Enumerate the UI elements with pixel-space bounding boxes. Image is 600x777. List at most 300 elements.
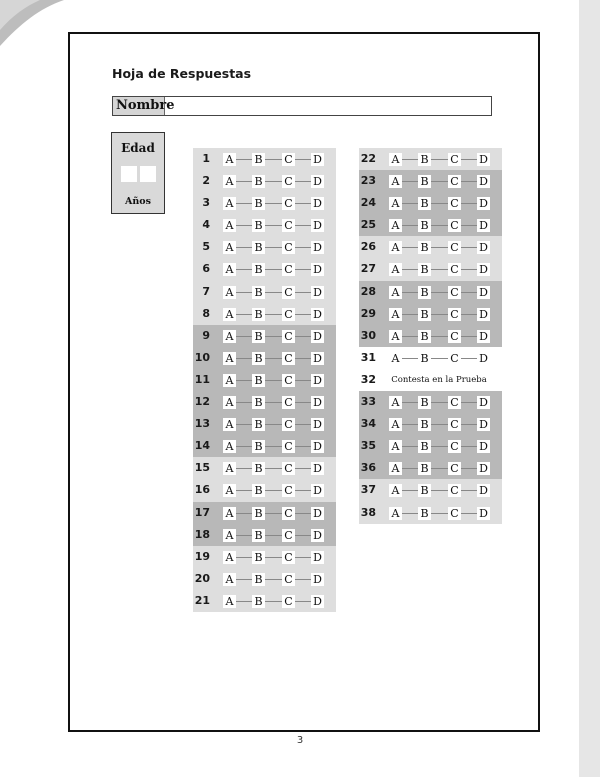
answer-option-d[interactable]: D xyxy=(477,308,490,321)
answer-option-a[interactable]: A xyxy=(223,595,236,608)
answer-option-d[interactable]: D xyxy=(311,484,324,497)
answer-option-d[interactable]: D xyxy=(311,241,324,254)
answer-option-b[interactable]: B xyxy=(252,462,265,475)
answer-option-a[interactable]: A xyxy=(223,197,236,210)
answer-option-b[interactable]: B xyxy=(418,175,431,188)
answer-row xyxy=(359,347,502,369)
answer-option-c[interactable]: C xyxy=(282,175,295,188)
connector-line xyxy=(295,358,311,359)
question-number: 28 xyxy=(360,284,376,298)
connector-line xyxy=(461,402,477,403)
answer-option-a[interactable]: A xyxy=(389,219,402,232)
answer-option-d[interactable]: D xyxy=(477,484,490,497)
answer-row xyxy=(193,590,336,612)
answer-option-d[interactable]: D xyxy=(477,197,490,210)
answer-option-c[interactable]: C xyxy=(282,286,295,299)
connector-line xyxy=(431,247,448,248)
answer-option-a[interactable]: A xyxy=(223,153,236,166)
answer-option-c[interactable]: C xyxy=(448,263,461,276)
answer-option-b[interactable]: B xyxy=(252,286,265,299)
answer-option-b[interactable]: B xyxy=(418,330,431,343)
answer-option-b[interactable]: B xyxy=(252,440,265,453)
connector-line xyxy=(295,336,311,337)
answer-option-a[interactable]: A xyxy=(389,175,402,188)
answer-option-a[interactable]: A xyxy=(223,551,236,564)
connector-line xyxy=(402,513,418,514)
connector-line xyxy=(236,314,252,315)
connector-line xyxy=(265,579,282,580)
answer-option-b[interactable]: B xyxy=(252,197,265,210)
answer-option-d[interactable]: D xyxy=(477,153,490,166)
answer-option-a[interactable]: A xyxy=(223,418,236,431)
answer-row xyxy=(193,479,336,501)
question-number: 16 xyxy=(194,483,210,497)
answer-option-d[interactable]: D xyxy=(311,286,324,299)
answer-option-b[interactable]: B xyxy=(418,352,431,365)
answer-row xyxy=(193,435,336,457)
answer-option-d[interactable]: D xyxy=(477,263,490,276)
answer-option-c[interactable]: C xyxy=(448,462,461,475)
answer-option-a[interactable]: A xyxy=(223,440,236,453)
answer-option-c[interactable]: C xyxy=(448,352,461,365)
answer-option-b[interactable]: B xyxy=(418,440,431,453)
answer-option-c[interactable]: C xyxy=(448,219,461,232)
answer-option-a[interactable]: A xyxy=(223,175,236,188)
connector-line xyxy=(295,225,311,226)
answer-option-b[interactable]: B xyxy=(252,595,265,608)
answer-option-d[interactable]: D xyxy=(311,595,324,608)
answer-option-a[interactable]: A xyxy=(389,197,402,210)
connector-line xyxy=(431,358,448,359)
question-number: 38 xyxy=(360,505,376,519)
answer-option-b[interactable]: B xyxy=(418,396,431,409)
answer-option-b[interactable]: B xyxy=(418,197,431,210)
answer-option-a[interactable]: A xyxy=(223,263,236,276)
question-number: 26 xyxy=(360,240,376,254)
answer-option-b[interactable]: B xyxy=(252,175,265,188)
answer-option-d[interactable]: D xyxy=(477,507,490,520)
answer-option-d[interactable]: D xyxy=(311,529,324,542)
answer-option-c[interactable]: C xyxy=(448,418,461,431)
answer-option-a[interactable]: A xyxy=(389,153,402,166)
answer-option-c[interactable]: C xyxy=(448,308,461,321)
answer-row xyxy=(193,391,336,413)
connector-line xyxy=(295,247,311,248)
answer-option-d[interactable]: D xyxy=(311,219,324,232)
age-unit-label: Años xyxy=(125,196,151,207)
name-label: Nombre xyxy=(113,97,165,115)
question-number: 6 xyxy=(202,262,210,276)
answer-option-d[interactable]: D xyxy=(477,219,490,232)
answer-option-b[interactable]: B xyxy=(418,308,431,321)
connector-line xyxy=(265,314,282,315)
connector-line xyxy=(461,314,477,315)
question-number: 15 xyxy=(194,461,210,475)
answer-option-a[interactable]: A xyxy=(223,330,236,343)
answer-option-a[interactable]: A xyxy=(223,219,236,232)
answer-option-d[interactable]: D xyxy=(477,462,490,475)
age-digit-field[interactable] xyxy=(140,166,156,182)
answer-option-b[interactable]: B xyxy=(252,573,265,586)
connector-line xyxy=(295,292,311,293)
connector-line xyxy=(265,424,282,425)
question-number: 12 xyxy=(194,395,210,409)
answer-row xyxy=(193,214,336,236)
answer-option-b[interactable]: B xyxy=(252,507,265,520)
answer-option-d[interactable]: D xyxy=(477,286,490,299)
connector-line xyxy=(402,159,418,160)
connector-line xyxy=(461,490,477,491)
answer-option-c[interactable]: C xyxy=(448,440,461,453)
question-number: 17 xyxy=(194,505,210,519)
answer-option-b[interactable]: B xyxy=(418,153,431,166)
answer-option-c[interactable]: C xyxy=(448,507,461,520)
answer-option-d[interactable]: D xyxy=(311,440,324,453)
answer-option-d[interactable]: D xyxy=(311,308,324,321)
connector-line xyxy=(402,336,418,337)
connector-line xyxy=(236,225,252,226)
connector-line xyxy=(265,490,282,491)
answer-option-c[interactable]: C xyxy=(282,418,295,431)
connector-line xyxy=(295,468,311,469)
connector-line xyxy=(295,557,311,558)
answer-option-a[interactable]: A xyxy=(389,263,402,276)
answer-option-a[interactable]: A xyxy=(389,352,402,365)
question-number: 22 xyxy=(360,152,376,165)
answer-option-c[interactable]: C xyxy=(448,153,461,166)
answer-option-a[interactable]: A xyxy=(389,462,402,475)
answer-row xyxy=(193,347,336,369)
question-number: 35 xyxy=(360,439,376,453)
answer-option-b[interactable]: B xyxy=(252,484,265,497)
connector-line xyxy=(461,292,477,293)
connector-line xyxy=(295,579,311,580)
connector-line xyxy=(431,513,448,514)
answer-option-b[interactable]: B xyxy=(418,484,431,497)
answer-option-d[interactable]: D xyxy=(311,330,324,343)
answer-option-a[interactable]: A xyxy=(223,374,236,387)
answer-option-c[interactable]: C xyxy=(282,352,295,365)
question-number: 29 xyxy=(360,306,376,320)
answer-option-c[interactable]: C xyxy=(282,551,295,564)
connector-line xyxy=(236,490,252,491)
answer-row xyxy=(193,148,336,170)
answer-note: Contesta en la Prueba xyxy=(387,373,491,387)
answer-row xyxy=(359,148,502,170)
answer-option-c[interactable]: C xyxy=(282,507,295,520)
connector-line xyxy=(265,402,282,403)
connector-line xyxy=(236,380,252,381)
answer-row xyxy=(359,391,502,413)
connector-line xyxy=(236,446,252,447)
connector-line xyxy=(295,535,311,536)
answer-option-d[interactable]: D xyxy=(311,507,324,520)
answer-row xyxy=(359,502,502,524)
answer-option-a[interactable]: A xyxy=(223,286,236,299)
answer-row xyxy=(359,369,502,391)
connector-line xyxy=(402,424,418,425)
connector-line xyxy=(431,336,448,337)
answer-option-c[interactable]: C xyxy=(282,241,295,254)
answer-option-b[interactable]: B xyxy=(252,418,265,431)
connector-line xyxy=(402,490,418,491)
answer-option-d[interactable]: D xyxy=(311,418,324,431)
answer-option-d[interactable]: D xyxy=(311,462,324,475)
answer-option-b[interactable]: B xyxy=(252,374,265,387)
answer-option-c[interactable]: C xyxy=(282,529,295,542)
answer-option-c[interactable]: C xyxy=(448,484,461,497)
answer-option-d[interactable]: D xyxy=(311,352,324,365)
connector-line xyxy=(265,159,282,160)
answer-option-d[interactable]: D xyxy=(477,352,490,365)
answer-option-d[interactable]: D xyxy=(311,263,324,276)
connector-line xyxy=(295,601,311,602)
answer-option-c[interactable]: C xyxy=(448,241,461,254)
answer-option-b[interactable]: B xyxy=(418,286,431,299)
connector-line xyxy=(431,314,448,315)
answer-option-b[interactable]: B xyxy=(252,308,265,321)
answer-option-c[interactable]: C xyxy=(282,440,295,453)
question-number: 21 xyxy=(194,593,210,607)
answer-option-c[interactable]: C xyxy=(282,396,295,409)
connector-line xyxy=(265,358,282,359)
connector-line xyxy=(431,446,448,447)
answer-row xyxy=(193,325,336,347)
answer-option-b[interactable]: B xyxy=(418,219,431,232)
answer-option-b[interactable]: B xyxy=(252,396,265,409)
answer-option-d[interactable]: D xyxy=(311,374,324,387)
answer-row xyxy=(359,303,502,325)
answer-option-a[interactable]: A xyxy=(389,396,402,409)
answer-option-b[interactable]: B xyxy=(418,241,431,254)
answer-option-a[interactable]: A xyxy=(389,507,402,520)
answer-option-d[interactable]: D xyxy=(311,153,324,166)
answer-option-a[interactable]: A xyxy=(223,308,236,321)
answer-option-d[interactable]: D xyxy=(311,573,324,586)
question-number: 30 xyxy=(360,328,376,342)
connector-line xyxy=(265,380,282,381)
answer-option-d[interactable]: D xyxy=(477,330,490,343)
connector-line xyxy=(295,314,311,315)
connector-line xyxy=(236,424,252,425)
answer-option-c[interactable]: C xyxy=(448,286,461,299)
answer-column-2 xyxy=(359,148,502,524)
connector-line xyxy=(265,269,282,270)
answer-option-b[interactable]: B xyxy=(252,263,265,276)
connector-line xyxy=(236,181,252,182)
answer-option-b[interactable]: B xyxy=(252,153,265,166)
answer-option-c[interactable]: C xyxy=(448,175,461,188)
answer-option-d[interactable]: D xyxy=(477,175,490,188)
answer-option-b[interactable]: B xyxy=(252,219,265,232)
answer-option-a[interactable]: A xyxy=(223,507,236,520)
answer-option-a[interactable]: A xyxy=(389,440,402,453)
answer-option-a[interactable]: A xyxy=(389,330,402,343)
answer-row xyxy=(193,303,336,325)
connector-line xyxy=(461,203,477,204)
answer-option-a[interactable]: A xyxy=(223,396,236,409)
answer-option-c[interactable]: C xyxy=(282,462,295,475)
answer-option-b[interactable]: B xyxy=(418,462,431,475)
answer-option-a[interactable]: A xyxy=(223,352,236,365)
connector-line xyxy=(236,557,252,558)
answer-option-b[interactable]: B xyxy=(252,330,265,343)
question-number: 2 xyxy=(202,174,210,188)
answer-row xyxy=(359,435,502,457)
age-label: Edad xyxy=(121,141,155,155)
question-number: 10 xyxy=(194,350,210,364)
answer-option-c[interactable]: C xyxy=(448,330,461,343)
answer-option-d[interactable]: D xyxy=(477,396,490,409)
answer-option-a[interactable]: A xyxy=(223,484,236,497)
connector-line xyxy=(461,269,477,270)
question-number: 3 xyxy=(202,196,210,210)
question-number: 27 xyxy=(360,262,376,276)
answer-option-a[interactable]: A xyxy=(223,241,236,254)
answer-row xyxy=(193,568,336,590)
answer-option-c[interactable]: C xyxy=(448,396,461,409)
answer-option-d[interactable]: D xyxy=(311,551,324,564)
name-field[interactable] xyxy=(112,96,492,116)
answer-option-d[interactable]: D xyxy=(311,175,324,188)
answer-row xyxy=(193,258,336,280)
connector-line xyxy=(402,402,418,403)
answer-option-d[interactable]: D xyxy=(477,418,490,431)
answer-row xyxy=(359,281,502,303)
answer-row xyxy=(359,325,502,347)
answer-row xyxy=(359,236,502,258)
connector-line xyxy=(265,225,282,226)
connector-line xyxy=(402,292,418,293)
answer-option-c[interactable]: C xyxy=(282,595,295,608)
answer-option-a[interactable]: A xyxy=(223,573,236,586)
answer-option-a[interactable]: A xyxy=(389,286,402,299)
question-number: 33 xyxy=(360,395,376,409)
answer-option-d[interactable]: D xyxy=(311,197,324,210)
answer-row xyxy=(359,214,502,236)
connector-line xyxy=(236,159,252,160)
page-number: 3 xyxy=(296,735,304,746)
connector-line xyxy=(295,424,311,425)
question-number: 13 xyxy=(194,417,210,431)
question-number: 18 xyxy=(194,527,210,541)
answer-option-c[interactable]: C xyxy=(282,153,295,166)
answer-option-b[interactable]: B xyxy=(418,507,431,520)
connector-line xyxy=(461,336,477,337)
answer-option-b[interactable]: B xyxy=(252,352,265,365)
answer-option-a[interactable]: A xyxy=(389,308,402,321)
answer-option-b[interactable]: B xyxy=(252,551,265,564)
connector-line xyxy=(461,468,477,469)
connector-line xyxy=(295,203,311,204)
answer-option-d[interactable]: D xyxy=(477,241,490,254)
answer-option-d[interactable]: D xyxy=(477,440,490,453)
connector-line xyxy=(295,490,311,491)
answer-option-c[interactable]: C xyxy=(282,263,295,276)
connector-line xyxy=(265,601,282,602)
connector-line xyxy=(295,446,311,447)
answer-option-b[interactable]: B xyxy=(252,529,265,542)
connector-line xyxy=(265,247,282,248)
answer-option-c[interactable]: C xyxy=(282,484,295,497)
connector-line xyxy=(431,225,448,226)
question-number: 20 xyxy=(194,571,210,585)
page-curl-decoration xyxy=(0,0,64,48)
connector-line xyxy=(461,247,477,248)
connector-line xyxy=(236,402,252,403)
answer-row xyxy=(193,281,336,303)
connector-line xyxy=(431,292,448,293)
question-number: 31 xyxy=(360,350,376,364)
question-number: 7 xyxy=(202,284,210,298)
answer-option-c[interactable]: C xyxy=(282,197,295,210)
connector-line xyxy=(431,269,448,270)
connector-line xyxy=(431,159,448,160)
connector-line xyxy=(265,557,282,558)
connector-line xyxy=(236,601,252,602)
answer-row xyxy=(359,479,502,501)
connector-line xyxy=(431,424,448,425)
connector-line xyxy=(431,402,448,403)
answer-option-c[interactable]: C xyxy=(282,374,295,387)
age-digit-field[interactable] xyxy=(121,166,137,182)
connector-line xyxy=(295,181,311,182)
connector-line xyxy=(461,225,477,226)
question-number: 19 xyxy=(194,549,210,563)
connector-line xyxy=(402,269,418,270)
answer-option-c[interactable]: C xyxy=(282,219,295,232)
answer-option-d[interactable]: D xyxy=(311,396,324,409)
answer-option-a[interactable]: A xyxy=(389,484,402,497)
question-number: 34 xyxy=(360,417,376,431)
question-number: 25 xyxy=(360,218,376,232)
answer-option-c[interactable]: C xyxy=(282,330,295,343)
page-edge-strip xyxy=(579,0,600,777)
connector-line xyxy=(402,247,418,248)
answer-row xyxy=(193,170,336,192)
answer-row xyxy=(359,413,502,435)
question-number: 9 xyxy=(202,328,210,342)
connector-line xyxy=(461,424,477,425)
connector-line xyxy=(295,159,311,160)
connector-line xyxy=(265,468,282,469)
connector-line xyxy=(236,535,252,536)
answer-option-b[interactable]: B xyxy=(418,418,431,431)
answer-option-b[interactable]: B xyxy=(252,241,265,254)
answer-option-c[interactable]: C xyxy=(282,308,295,321)
connector-line xyxy=(236,336,252,337)
answer-row xyxy=(193,546,336,568)
answer-option-c[interactable]: C xyxy=(448,197,461,210)
question-number: 36 xyxy=(360,461,376,475)
connector-line xyxy=(265,292,282,293)
connector-line xyxy=(236,203,252,204)
answer-option-c[interactable]: C xyxy=(282,573,295,586)
answer-option-a[interactable]: A xyxy=(389,241,402,254)
answer-row xyxy=(193,502,336,524)
answer-option-a[interactable]: A xyxy=(223,462,236,475)
answer-option-a[interactable]: A xyxy=(223,529,236,542)
question-number: 8 xyxy=(202,306,210,320)
question-number: 23 xyxy=(360,174,376,188)
question-number: 14 xyxy=(194,439,210,453)
connector-line xyxy=(265,446,282,447)
connector-line xyxy=(236,468,252,469)
connector-line xyxy=(295,402,311,403)
answer-option-b[interactable]: B xyxy=(418,263,431,276)
answer-option-a[interactable]: A xyxy=(389,418,402,431)
connector-line xyxy=(295,513,311,514)
